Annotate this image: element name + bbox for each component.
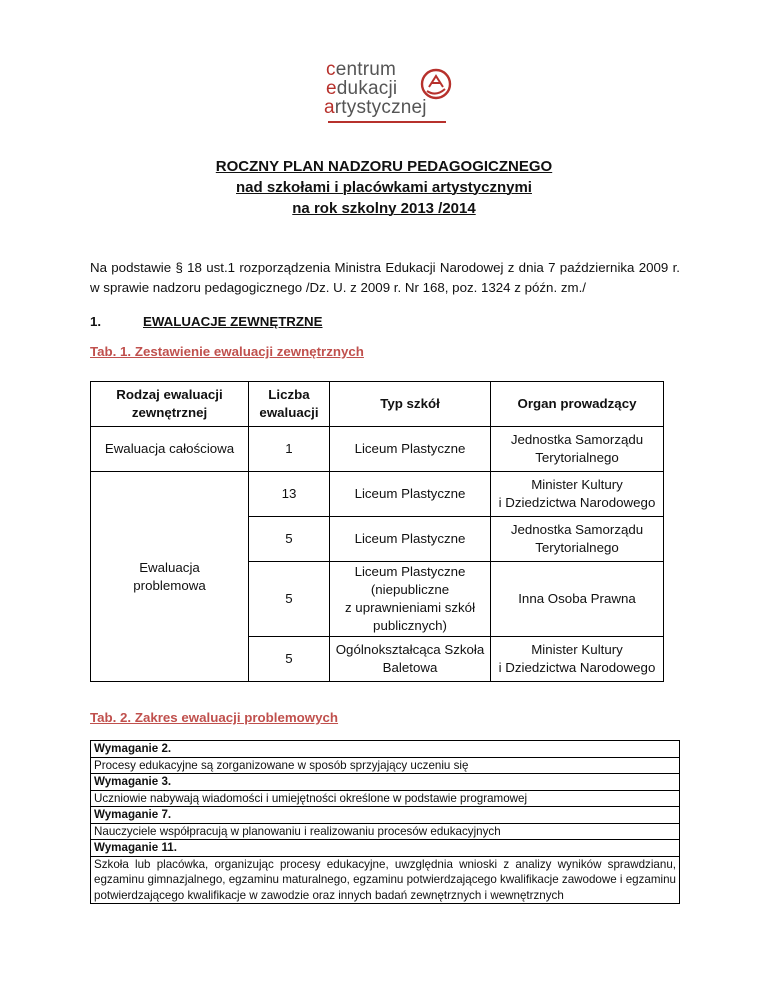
count-cell: 5 (249, 517, 330, 562)
requirement-label: Wymaganie 3. (91, 774, 680, 791)
section-heading (90, 314, 323, 329)
requirement-label: Wymaganie 7. (91, 807, 680, 824)
requirement-text: Szkoła lub placówka, organizując procesy edukacyjne, uwzględnia wnioski z analizy wyników sprawdzianu, egzaminu gimnazjalnego, egzaminu maturalnego, egzaminu potwierdzającego kwalifikacje zawodowe i egzaminu potwierdzającego kwalifikacje w zawodzie oraz innych badań zewnętrznych i wewnętrznych (91, 856, 680, 904)
school-type-cell: Liceum Plastyczne (330, 427, 491, 472)
table-row (91, 790, 680, 807)
table-row (91, 856, 680, 904)
table-row (91, 472, 664, 517)
organ-cell: Minister Kultury i Dziedzictwa Narodowego (491, 637, 664, 682)
school-type-cell: Liceum Plastyczne (330, 472, 491, 517)
requirement-label: Wymaganie 2. (91, 741, 680, 758)
table-header-row (91, 382, 664, 427)
header-cell: Organ prowadzący (491, 382, 664, 427)
header-cell: Typ szkół (330, 382, 491, 427)
count-cell: 5 (249, 562, 330, 637)
section-number: 1. (90, 314, 102, 329)
school-type-cell: Liceum Plastyczne (niepubliczne z uprawnieniami szkół publicznych) (330, 562, 491, 637)
requirement-text: Uczniowie nabywają wiadomości i umiejętności określone w podstawie programowej (91, 790, 680, 807)
requirement-label: Wymaganie 11. (91, 840, 680, 857)
organ-cell: Minister Kultury i Dziedzictwa Narodowego (491, 472, 664, 517)
logo (326, 60, 456, 130)
section-title: EWALUACJE ZEWNĘTRZNE (143, 314, 323, 329)
logo-emblem-icon (419, 67, 453, 101)
school-type-cell: Liceum Plastyczne (330, 517, 491, 562)
logo-line-3: artystycznej (324, 97, 427, 118)
evaluation-type-cell: Ewaluacja problemowa (91, 472, 249, 682)
requirement-text: Nauczyciele współpracują w planowaniu i realizowaniu procesów edukacyjnych (91, 823, 680, 840)
table-row (91, 757, 680, 774)
table-row (91, 427, 664, 472)
table-row (91, 807, 680, 824)
header-cell: Rodzaj ewaluacji zewnętrznej (91, 382, 249, 427)
table2-caption: Tab. 2. Zakres ewaluacji problemowych (90, 710, 339, 725)
count-cell: 13 (249, 472, 330, 517)
organ-cell: Jednostka Samorządu Terytorialnego (491, 427, 664, 472)
logo-line-2: edukacji (326, 78, 398, 99)
table-row (91, 823, 680, 840)
count-cell: 5 (249, 637, 330, 682)
header-cell: Liczba ewaluacji (249, 382, 330, 427)
table1-caption: Tab. 1. Zestawienie ewaluacji zewnętrznych (90, 344, 364, 359)
count-cell: 1 (249, 427, 330, 472)
table-row (91, 840, 680, 857)
organ-cell: Jednostka Samorządu Terytorialnego (491, 517, 664, 562)
requirements-table (90, 740, 680, 904)
school-type-cell: Ogólnokształcąca Szkoła Baletowa (330, 637, 491, 682)
evaluation-summary-table (90, 381, 664, 682)
title-line-3: na rok szkolny 2013 /2014 (292, 200, 476, 217)
title-line-1: ROCZNY PLAN NADZORU PEDAGOGICZNEGO (215, 158, 553, 175)
intro-paragraph: Na podstawie § 18 ust.1 rozporządzenia Ministra Edukacji Narodowej z dnia 7 października 2009 r. w sprawie nadzoru pedagogicznego /Dz. U. z 2009 r. Nr 168, poz. 1324 z późn. zm./ (90, 260, 680, 295)
page-title (0, 156, 768, 219)
organ-cell: Inna Osoba Prawna (491, 562, 664, 637)
requirement-text: Procesy edukacyjne są zorganizowane w sposób sprzyjający uczeniu się (91, 757, 680, 774)
evaluation-type-cell: Ewaluacja całościowa (91, 427, 249, 472)
table-row (91, 774, 680, 791)
logo-underline (328, 121, 446, 123)
logo-line-1: centrum (326, 59, 397, 80)
table-row (91, 741, 680, 758)
title-line-2: nad szkołami i placówkami artystycznymi (236, 179, 532, 196)
